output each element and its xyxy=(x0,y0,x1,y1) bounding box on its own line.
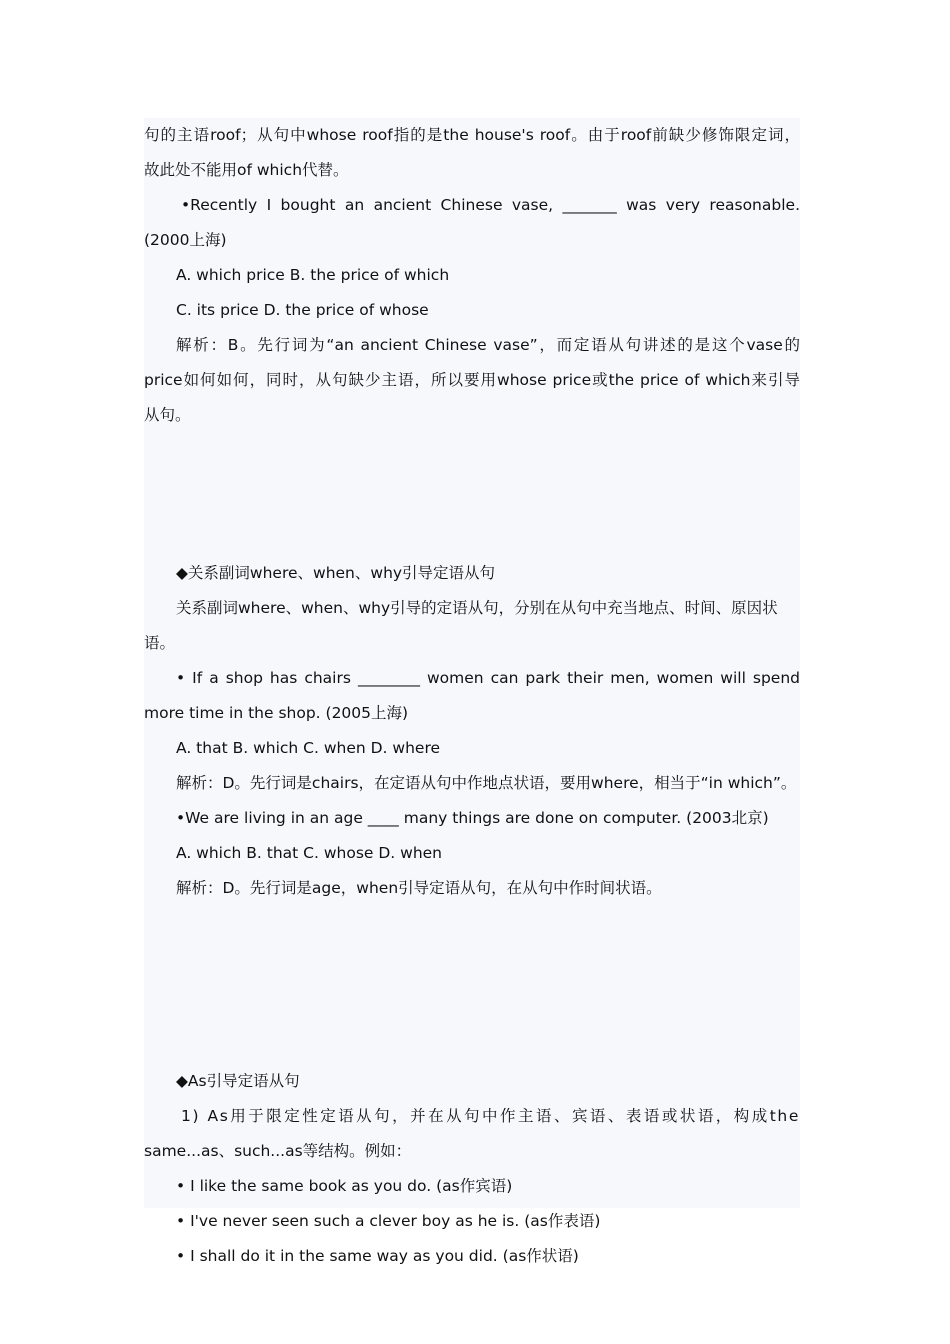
section-heading-relative-adverbs: ◆关系副词where、when、why引导定语从句 xyxy=(176,564,496,582)
example-2: • I've never seen such a clever boy as he is. (as作表语) xyxy=(176,1212,601,1230)
faint-watermark-text xyxy=(144,503,800,538)
faint-watermark-text xyxy=(144,976,800,1011)
faint-watermark-text xyxy=(144,941,800,976)
answer-2: 解析：D。先行词是chairs，在定语从句中作地点状语，要用where，相当于“in which”。 xyxy=(176,774,797,792)
faint-watermark-text xyxy=(144,906,800,941)
question-1-options: C. its price D. the price of whose xyxy=(176,301,429,319)
faint-watermark-text xyxy=(144,433,800,468)
question-2-line: more time in the shop. (2005上海) xyxy=(144,704,409,722)
faint-watermark-text xyxy=(144,468,800,503)
question-3-options: A. which B. that C. whose D. when xyxy=(176,844,443,862)
section-line: same...as、such...as等结构。例如： xyxy=(144,1142,412,1160)
example-1: • I like the same book as you do. (as作宾语) xyxy=(176,1177,513,1195)
answer-1-line: price如何如何，同时，从句缺少主语，所以要用whose price或the price of which来引导 xyxy=(144,371,800,389)
section-heading-as-clause: ◆As引导定语从句 xyxy=(176,1072,300,1090)
document-body xyxy=(144,118,800,1265)
question-1-line: •Recently I bought an ancient Chinese vase, _______ was very reasonable. xyxy=(181,196,800,214)
question-3: •We are living in an age ____ many things are done on computer. (2003北京) xyxy=(176,809,769,827)
paragraph-line: 句的主语roof；从句中whose roof指的是the house's roof。由于roof前缺少修饰限定词， xyxy=(144,126,800,144)
section-description: 关系副词where、when、why引导的定语从句，分别在从句中充当地点、时间、原因状语。 xyxy=(144,599,778,652)
question-2-options: A. that B. which C. when D. where xyxy=(176,739,441,757)
section-line: 1) As用于限定性定语从句，并在从句中作主语、宾语、表语或状语，构成the xyxy=(181,1107,800,1125)
example-3: • I shall do it in the same way as you did. (as作状语) xyxy=(176,1247,579,1265)
answer-1-line: 解析：B。先行词为“an ancient Chinese vase”，而定语从句讲述的是这个vase的 xyxy=(176,336,800,354)
paragraph-line: 故此处不能用of which代替。 xyxy=(144,161,349,179)
question-2-line: • If a shop has chairs ________ women can park their men, women will spend xyxy=(176,669,800,687)
faint-watermark-text xyxy=(144,1011,800,1046)
question-1-options: A. which price B. the price of which xyxy=(176,266,450,284)
answer-1-line: 从句。 xyxy=(144,406,191,424)
question-1-source: (2000上海) xyxy=(144,231,227,249)
answer-3: 解析：D。先行词是age，when引导定语从句，在从句中作时间状语。 xyxy=(176,879,662,897)
